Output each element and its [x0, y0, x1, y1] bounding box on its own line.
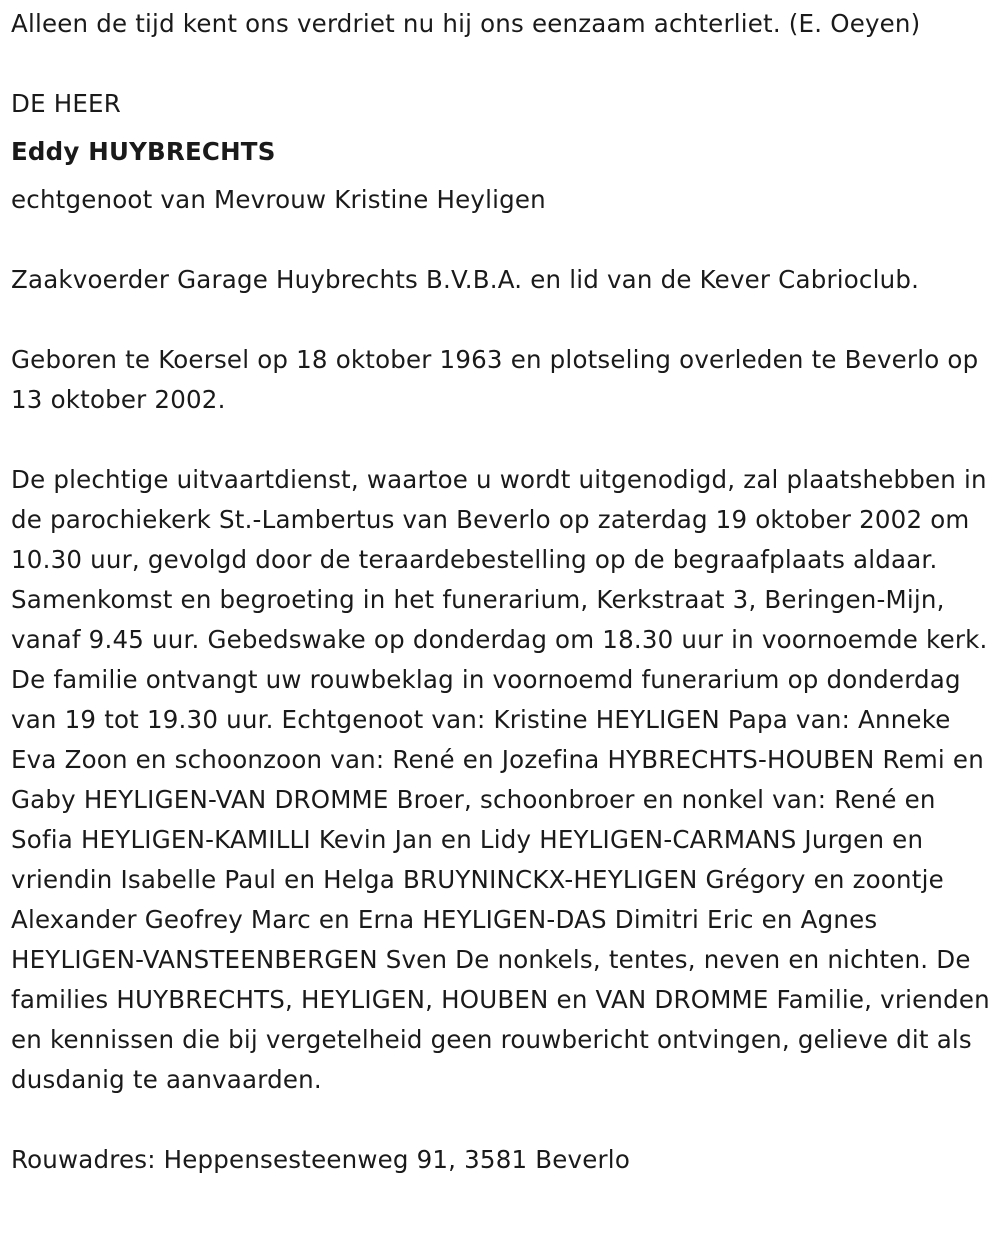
- spouse-line: echtgenoot van Mevrouw Kristine Heyligen: [11, 185, 546, 214]
- spacer: [11, 172, 993, 180]
- spacer: [11, 420, 993, 460]
- occupation-line: Zaakvoerder Garage Huybrechts B.V.B.A. en lid van de Kever Cabrioclub.: [11, 265, 920, 294]
- spacer: [11, 44, 993, 84]
- birth-death-paragraph: Geboren te Koersel op 18 oktober 1963 en plotseling overleden te Beverlo op 13 oktober 2002.: [11, 345, 979, 414]
- memorial-quote: Alleen de tijd kent ons verdriet nu hij ons eenzaam achterliet. (E. Oeyen): [11, 9, 921, 38]
- deceased-name: Eddy HUYBRECHTS: [11, 137, 276, 166]
- spacer: [11, 220, 993, 260]
- spacer: [11, 124, 993, 132]
- mourning-address: Rouwadres: Heppensesteenweg 91, 3581 Beverlo: [11, 1145, 631, 1174]
- service-paragraph: De plechtige uitvaartdienst, waartoe u wordt uitgenodigd, zal plaatshebben in de parochiekerk St.-Lambertus van Beverlo op zaterdag 19 oktober 2002 om 10.30 uur, gevolgd door de teraardebestelling op de begraafplaats aldaar. Samenkomst en begroeting in het funerarium, Kerkstraat 3, Beringen-Mijn, vanaf 9.45 uur. Gebedswake op donderdag om 18.30 uur in voornoemde kerk. De familie ontvangt uw rouwbeklag in voornoemd funerarium op donderdag van 19 tot 19.30 uur. Echtgenoot van: Kristine HEYLIGEN Papa van: Anneke Eva Zoon en schoonzoon van: René en Jozefina HYBRECHTS-HOUBEN Remi en Gaby HEYLIGEN-VAN DROMME Broer, schoonbroer en nonkel van: René en Sofia HEYLIGEN-KAMILLI Kevin Jan en Lidy HEYLIGEN-CARMANS Jurgen en vriendin Isabelle Paul en Helga BRUYNINCKX-HEYLIGEN Grégory en zoontje Alexander Geofrey Marc en Erna HEYLIGEN-DAS Dimitri Eric en Agnes HEYLIGEN-VANSTEENBERGEN Sven De nonkels, tentes, neven en nichten. De families HUYBRECHTS, HEYLIGEN, HOUBEN en VAN DROMME Familie, vrienden en kennissen die bij vergetelheid geen rouwbericht ontvingen, gelieve dit als dusdanig te aanvaarden.: [11, 465, 990, 1094]
- spacer: [11, 300, 993, 340]
- spacer: [11, 1100, 993, 1140]
- obituary-document: [11, 4, 993, 1180]
- honorific-title: DE HEER: [11, 89, 121, 118]
